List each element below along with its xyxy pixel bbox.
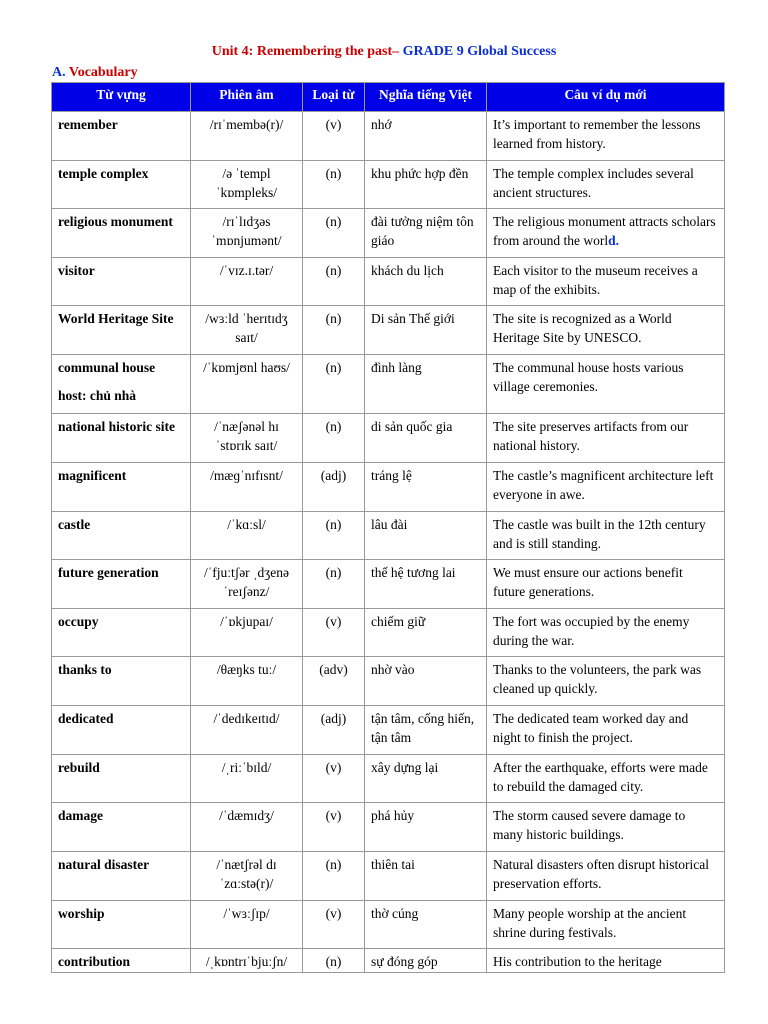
cell-meaning	[365, 949, 487, 973]
table-row	[52, 463, 725, 512]
header-word: Từ vựng	[52, 83, 191, 112]
cell-example-text: Natural disasters often disrupt historical preservation efforts.	[493, 857, 709, 891]
cell-word	[52, 901, 191, 949]
cell-meaning-text: thờ cúng	[371, 906, 419, 921]
cell-meaning-text: xây dựng lại	[371, 760, 439, 775]
cell-example-text: The castle’s magnificent architecture left everyone in awe.	[493, 468, 714, 502]
cell-ipa	[191, 112, 303, 161]
word-text: temple complex	[58, 166, 149, 181]
cell-pos-text: (n)	[325, 565, 342, 580]
table-row	[52, 414, 725, 463]
cell-ipa-text: /ˈdedɪkeɪtɪd/	[213, 711, 280, 726]
vocabulary-table	[51, 82, 725, 973]
cell-ipa-text: /ə ˈtempl ˈkɒmpleks/	[215, 166, 278, 200]
cell-pos-text: (v)	[325, 808, 342, 823]
cell-word	[52, 755, 191, 803]
cell-pos-text: (n)	[325, 263, 342, 278]
table-row	[52, 512, 725, 560]
cell-meaning	[365, 355, 487, 414]
cell-word	[52, 803, 191, 852]
cell-word	[52, 258, 191, 306]
cell-meaning-text: thiên tai	[371, 857, 415, 872]
cell-word	[52, 209, 191, 258]
cell-example-text: The fort was occupied by the enemy during the war.	[493, 614, 690, 648]
table-row	[52, 852, 725, 901]
cell-pos	[303, 355, 365, 414]
cell-meaning-text: nhớ	[371, 117, 392, 132]
cell-ipa	[191, 512, 303, 560]
cell-pos-text: (v)	[325, 906, 342, 921]
cell-example	[487, 803, 725, 852]
cell-ipa	[191, 161, 303, 209]
cell-pos-text: (v)	[325, 614, 342, 629]
cell-ipa	[191, 306, 303, 355]
cell-word	[52, 414, 191, 463]
cell-example-text: The temple complex includes several ancient structures.	[493, 166, 694, 200]
cell-pos-text: (adv)	[319, 662, 348, 677]
cell-word	[52, 706, 191, 755]
cell-ipa-text: /mæɡˈnɪfɪsnt/	[210, 468, 283, 483]
cell-meaning-text: di sản quốc gia	[371, 419, 453, 434]
cell-ipa-text: /ˈdæmɪdʒ/	[219, 808, 274, 823]
word-text: contribution	[58, 954, 131, 969]
cell-example-text: Many people worship at the ancient shrine during festivals.	[493, 906, 687, 940]
cell-meaning	[365, 306, 487, 355]
header-meaning: Nghĩa tiếng Việt	[365, 83, 487, 112]
cell-word	[52, 306, 191, 355]
word-text: damage	[58, 808, 103, 823]
cell-ipa	[191, 755, 303, 803]
cell-pos	[303, 306, 365, 355]
word-text: thanks to	[58, 662, 112, 677]
word-text: occupy	[58, 614, 99, 629]
cell-word	[52, 852, 191, 901]
cell-ipa	[191, 560, 303, 609]
cell-ipa-text: /ˈnætʃrəl dɪ ˈzɑːstə(r)/	[216, 857, 277, 891]
cell-example	[487, 512, 725, 560]
cell-meaning	[365, 706, 487, 755]
word-note: host: chủ nhà	[58, 388, 137, 403]
cell-example	[487, 306, 725, 355]
cell-pos-text: (n)	[325, 166, 342, 181]
table-row	[52, 209, 725, 258]
word-text: rebuild	[58, 760, 100, 775]
cell-pos-text: (n)	[325, 419, 342, 434]
cell-ipa-text: /θæŋks tuː/	[216, 662, 277, 677]
cell-example-text: The storm caused severe damage to many historic buildings.	[493, 808, 686, 842]
word-text: religious monument	[58, 214, 173, 229]
cell-ipa-text: /ˈfjuːtʃər ˌdʒenə ˈreɪʃənz/	[203, 565, 290, 599]
table-row	[52, 901, 725, 949]
cell-example	[487, 414, 725, 463]
cell-pos	[303, 852, 365, 901]
cell-ipa	[191, 209, 303, 258]
section-label: Vocabulary	[68, 65, 138, 80]
cell-example	[487, 755, 725, 803]
word-text: remember	[58, 117, 118, 132]
cell-ipa-text: /rɪˈmembə(r)/	[209, 117, 284, 132]
title-grade: GRADE 9 Global Success	[402, 44, 557, 59]
cell-ipa-text: /ˈnæʃənəl hɪ ˈstɒrɪk saɪt/	[214, 419, 279, 453]
cell-meaning	[365, 161, 487, 209]
cell-example-text: Each visitor to the museum receives a map of the exhibits.	[493, 263, 698, 297]
cell-word	[52, 355, 191, 414]
word-text: castle	[58, 517, 91, 532]
word-text: natural disaster	[58, 857, 150, 872]
cell-meaning	[365, 901, 487, 949]
cell-meaning-text: khách du lịch	[371, 263, 444, 278]
cell-pos-text: (n)	[325, 214, 342, 229]
word-text: World Heritage Site	[58, 311, 174, 326]
cell-example	[487, 657, 725, 706]
cell-example-text: The site preserves artifacts from our national history.	[493, 419, 689, 453]
cell-meaning	[365, 657, 487, 706]
cell-ipa	[191, 803, 303, 852]
table-row	[52, 609, 725, 657]
header-pos: Loại từ	[303, 83, 365, 112]
cell-pos	[303, 258, 365, 306]
cell-pos-text: (adj)	[320, 711, 347, 726]
cell-ipa-text: /ˈwɜːʃɪp/	[223, 906, 270, 921]
cell-example	[487, 112, 725, 161]
title-unit: Unit 4: Remembering the past–	[211, 44, 403, 59]
cell-pos	[303, 706, 365, 755]
header-ipa: Phiên âm	[191, 83, 303, 112]
table-row	[52, 258, 725, 306]
cell-meaning	[365, 803, 487, 852]
cell-pos	[303, 657, 365, 706]
page-title	[0, 44, 768, 60]
cell-example-text: It’s important to remember the lessons learned from history.	[493, 117, 701, 151]
cell-example	[487, 258, 725, 306]
cell-example-text: Thanks to the volunteers, the park was cleaned up quickly.	[493, 662, 702, 696]
cell-meaning	[365, 560, 487, 609]
cell-example-text: The site is recognized as a World Heritage Site by UNESCO.	[493, 311, 672, 345]
cell-pos	[303, 414, 365, 463]
cell-meaning-text: phá hủy	[371, 808, 415, 823]
cell-meaning	[365, 112, 487, 161]
cell-meaning	[365, 755, 487, 803]
cell-pos	[303, 803, 365, 852]
cell-example	[487, 901, 725, 949]
cell-example-text: After the earthquake, efforts were made to rebuild the damaged city.	[493, 760, 708, 794]
cell-example	[487, 609, 725, 657]
cell-meaning	[365, 209, 487, 258]
cell-meaning-text: tráng lệ	[371, 468, 412, 483]
cell-example	[487, 706, 725, 755]
cell-meaning	[365, 463, 487, 512]
cell-example	[487, 209, 725, 258]
cell-ipa	[191, 657, 303, 706]
cell-ipa	[191, 414, 303, 463]
word-text: dedicated	[58, 711, 114, 726]
cell-example	[487, 560, 725, 609]
cell-example	[487, 463, 725, 512]
table-row	[52, 355, 725, 414]
cell-ipa	[191, 258, 303, 306]
cell-word	[52, 463, 191, 512]
cell-meaning-text: đài tưởng niệm tôn giáo	[371, 214, 474, 248]
cell-example-text: His contribution to the heritage	[493, 954, 662, 969]
cell-pos	[303, 112, 365, 161]
word-text: magnificent	[58, 468, 127, 483]
cell-ipa	[191, 609, 303, 657]
cell-meaning-text: thế hệ tương lai	[371, 565, 456, 580]
cell-ipa-text: /wɜːld ˈherɪtɪdʒ saɪt/	[205, 311, 288, 345]
cell-word	[52, 609, 191, 657]
table-row	[52, 755, 725, 803]
cell-pos	[303, 209, 365, 258]
cell-word	[52, 560, 191, 609]
cell-example-text: We must ensure our actions benefit future generations.	[493, 565, 683, 599]
cell-example-text: The religious monument attracts scholars from around the worl	[493, 214, 716, 248]
cell-meaning	[365, 258, 487, 306]
cell-example	[487, 161, 725, 209]
cell-pos	[303, 512, 365, 560]
cell-ipa	[191, 463, 303, 512]
cell-example-text: The dedicated team worked day and night to finish the project.	[493, 711, 689, 745]
cell-pos-text: (n)	[325, 857, 342, 872]
cell-word	[52, 112, 191, 161]
cell-ipa-text: /ˌriːˈbɪld/	[221, 760, 272, 775]
word-text: communal house	[58, 360, 156, 375]
cell-meaning	[365, 414, 487, 463]
cell-pos-text: (adj)	[320, 468, 347, 483]
cell-pos	[303, 901, 365, 949]
cell-ipa-text: /ˈɒkjupaɪ/	[220, 614, 273, 629]
cell-example	[487, 852, 725, 901]
cell-meaning-text: nhờ vào	[371, 662, 415, 677]
cell-word	[52, 657, 191, 706]
cell-meaning	[365, 852, 487, 901]
cell-meaning-text: chiếm giữ	[371, 614, 426, 629]
cell-ipa	[191, 355, 303, 414]
cell-ipa-text: /ˈkɒmjʊnl haʊs/	[203, 360, 290, 375]
cell-example	[487, 949, 725, 973]
word-text: visitor	[58, 263, 95, 278]
cell-word	[52, 512, 191, 560]
cell-pos-text: (v)	[325, 117, 342, 132]
example-end-highlight: d.	[608, 233, 619, 248]
cell-meaning-text: tận tâm, cống hiến, tận tâm	[371, 711, 475, 745]
section-heading	[52, 65, 138, 81]
table-row	[52, 949, 725, 973]
cell-pos	[303, 609, 365, 657]
table-row	[52, 306, 725, 355]
cell-ipa-text: /ˈkɑːsl/	[227, 517, 266, 532]
cell-pos	[303, 949, 365, 973]
cell-pos-text: (v)	[325, 760, 342, 775]
cell-pos-text: (n)	[325, 311, 342, 326]
cell-meaning-text: sự đóng góp	[371, 954, 438, 969]
cell-meaning-text: lâu đài	[371, 517, 408, 532]
cell-meaning-text: khu phức hợp đền	[371, 166, 469, 181]
cell-pos-text: (n)	[325, 360, 342, 375]
cell-meaning	[365, 609, 487, 657]
cell-meaning	[365, 512, 487, 560]
cell-pos	[303, 161, 365, 209]
cell-ipa-text: /rɪˈlɪdʒəs ˈmɒnjumənt/	[211, 214, 282, 248]
word-text: worship	[58, 906, 105, 921]
cell-meaning-text: Di sản Thế giới	[371, 311, 455, 326]
table-header-row	[52, 83, 725, 112]
cell-pos-text: (n)	[325, 517, 342, 532]
cell-ipa	[191, 949, 303, 973]
cell-example-text: The communal house hosts various village ceremonies.	[493, 360, 684, 394]
cell-ipa-text: /ˈvɪz.ɪ.tər/	[219, 263, 274, 278]
cell-example-text: The castle was built in the 12th century and is still standing.	[493, 517, 706, 551]
cell-word	[52, 949, 191, 973]
cell-ipa	[191, 852, 303, 901]
cell-pos	[303, 560, 365, 609]
cell-pos	[303, 755, 365, 803]
cell-meaning-text: đình làng	[371, 360, 422, 375]
cell-example	[487, 355, 725, 414]
cell-ipa	[191, 901, 303, 949]
header-example: Câu ví dụ mới	[487, 83, 725, 112]
word-text: future generation	[58, 565, 159, 580]
table-row	[52, 161, 725, 209]
table-row	[52, 706, 725, 755]
cell-pos	[303, 463, 365, 512]
table-row	[52, 803, 725, 852]
table-row	[52, 560, 725, 609]
cell-word	[52, 161, 191, 209]
table-row	[52, 657, 725, 706]
cell-pos-text: (n)	[325, 954, 342, 969]
cell-ipa-text: /ˌkɒntrɪˈbjuːʃn/	[205, 954, 288, 969]
table-row	[52, 112, 725, 161]
word-text: national historic site	[58, 419, 175, 434]
section-letter: A.	[52, 65, 66, 80]
cell-ipa	[191, 706, 303, 755]
